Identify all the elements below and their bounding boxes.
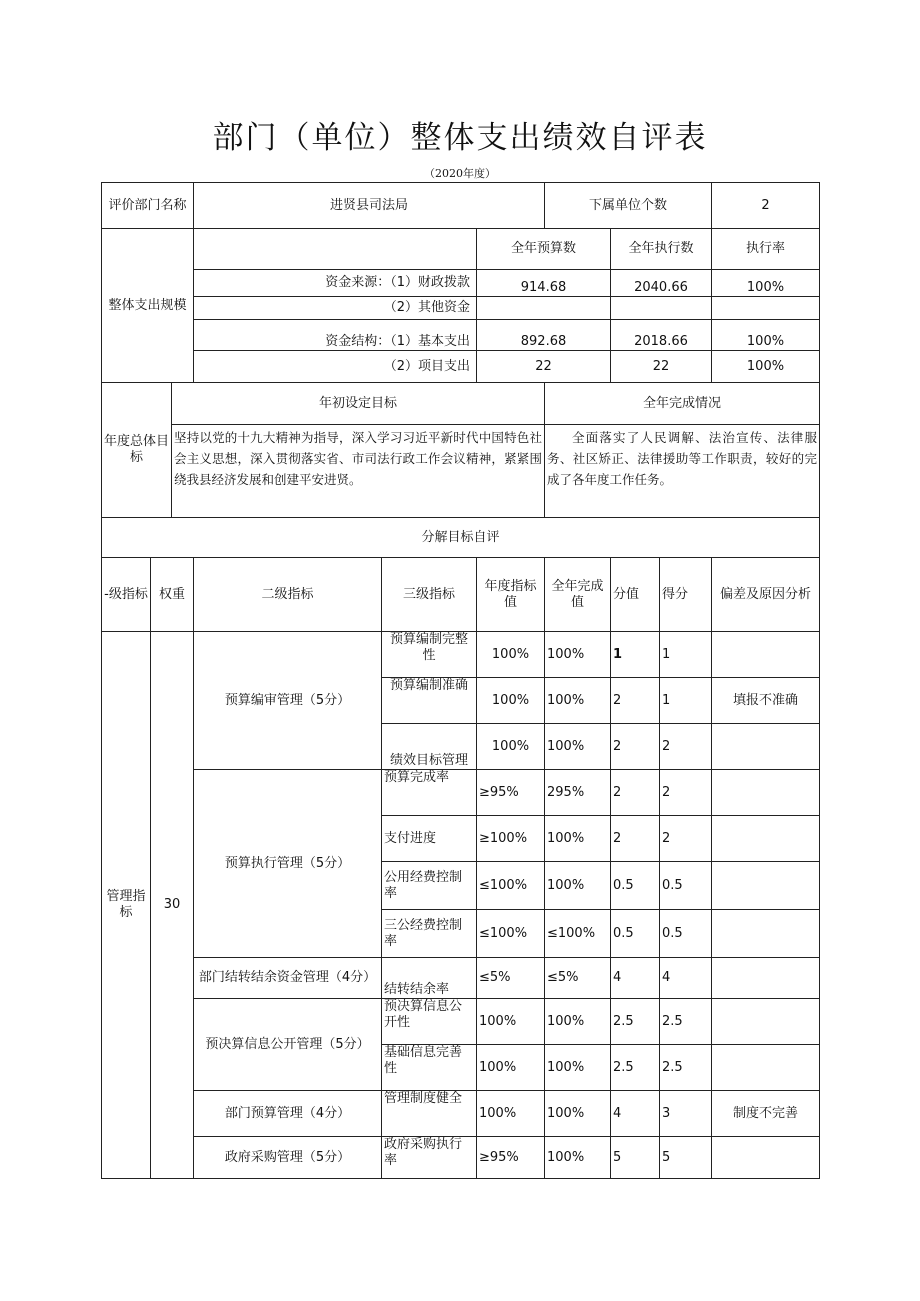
header-actual: 全年完成值 [545,558,611,632]
level1-name: 管理指标 [102,632,151,1179]
header-level3: 三级指标 [382,558,477,632]
annual-value: ≤5% [477,958,545,999]
scale-header-executed: 全年执行数 [611,229,712,270]
annual-value: ≤100% [477,910,545,958]
actual-value: 100% [545,724,611,770]
score-value: 5 [611,1137,660,1179]
evaluation-table [101,182,820,1179]
header-weight: 权重 [151,558,194,632]
level3-name: 支付进度 [382,816,477,862]
actual-value: 100% [545,1137,611,1179]
actual-value: 100% [545,816,611,862]
header-level2: 二级指标 [194,558,382,632]
level3-name: 基础信息完善性 [382,1045,477,1091]
goals-set-text: 坚持以党的十九大精神为指导，深入学习习近平新时代中国特色社会主义思想，深入贯彻落实省、市司法行政工作会议精神，紧紧围绕我县经济发展和创建平安进贤。 [172,425,545,518]
scale-row-budget: 892.68 [477,320,611,351]
deviation-note [712,816,820,862]
actual-value: 100% [545,678,611,724]
annual-value: 100% [477,724,545,770]
scale-row-executed: 22 [611,351,712,383]
scale-row-executed: 2018.66 [611,320,712,351]
dept-name-label: 评价部门名称 [102,183,194,229]
score-value: 2.5 [611,999,660,1045]
annual-value: ≥100% [477,816,545,862]
header-level1: -级指标 [102,558,151,632]
annual-value: ≥95% [477,770,545,816]
score: 1 [660,678,712,724]
deviation-note: 填报不准确 [712,678,820,724]
scale-row-budget: 22 [477,351,611,383]
level3-name: 三公经费控制率 [382,910,477,958]
level2-name: 预决算信息公开管理（5分） [194,999,382,1091]
scale-row-label: 资金来源：（1）财政拨款 [194,270,477,297]
score: 5 [660,1137,712,1179]
score-value: 0.5 [611,910,660,958]
actual-value: 100% [545,632,611,678]
annual-value: ≤100% [477,862,545,910]
deviation-note [712,1137,820,1179]
level2-name: 预算执行管理（5分） [194,770,382,958]
goals-done-text: 全面落实了人民调解、法治宣传、法律服务、社区矫正、法律援助等工作职责，较好的完成了各年度工作任务。 [545,425,820,518]
scale-row-label: （2）其他资金 [194,297,477,320]
score-value: 2 [611,724,660,770]
scale-row-executed: 2040.66 [611,270,712,297]
score-value: 2.5 [611,1045,660,1091]
level3-name: 管理制度健全 [382,1091,477,1137]
score: 2.5 [660,999,712,1045]
scale-label: 整体支出规模 [102,229,194,383]
annual-value: ≥95% [477,1137,545,1179]
score: 1 [660,632,712,678]
actual-value: 100% [545,1091,611,1137]
deviation-note [712,958,820,999]
score: 2.5 [660,1045,712,1091]
actual-value: ≤5% [545,958,611,999]
level2-name: 预算编审管理（5分） [194,632,382,770]
deviation-note [712,862,820,910]
header-annual: 年度指标值 [477,558,545,632]
score-value: 4 [611,958,660,999]
scale-header-budget: 全年预算数 [477,229,611,270]
scale-row-rate [712,297,820,320]
scale-row-budget: 914.68 [477,270,611,297]
level3-name: 政府采购执行率 [382,1137,477,1179]
weight-value: 30 [151,632,194,1179]
goals-done-header: 全年完成情况 [545,383,820,425]
breakdown-title: 分解目标自评 [102,518,820,558]
actual-value: 100% [545,862,611,910]
page-title: 部门（单位）整体支出绩效自评表 [212,120,708,156]
actual-value: 100% [545,999,611,1045]
level3-name: 结转结余率 [382,958,477,999]
scale-row-rate: 100% [712,320,820,351]
level3-name: 预算完成率 [382,770,477,816]
level2-name: 部门结转结余资金管理（4分） [194,958,382,999]
score-value: 0.5 [611,862,660,910]
score-value: 2 [611,816,660,862]
score: 4 [660,958,712,999]
deviation-note [712,632,820,678]
level3-name: 绩效目标管理 [382,724,477,770]
goals-label: 年度总体目标 [102,383,172,518]
score: 2 [660,724,712,770]
actual-value: ≤100% [545,910,611,958]
scale-row-label: （2）项目支出 [194,351,477,383]
score-value: 4 [611,1091,660,1137]
year-label: （2020年度） [424,167,496,180]
level2-name: 政府采购管理（5分） [194,1137,382,1179]
header-deviation: 偏差及原因分析 [712,558,820,632]
deviation-note [712,1045,820,1091]
level3-name: 公用经费控制率 [382,862,477,910]
level2-name: 部门预算管理（4分） [194,1091,382,1137]
dept-name-value: 进贤县司法局 [194,183,545,229]
score-value: 2 [611,770,660,816]
annual-value: 100% [477,632,545,678]
annual-value: 100% [477,999,545,1045]
annual-value: 100% [477,1091,545,1137]
score: 2 [660,770,712,816]
score-value: 2 [611,678,660,724]
level3-name: 预算编制准确 [382,678,477,724]
level3-name: 预决算信息公开性 [382,999,477,1045]
scale-row-rate: 100% [712,270,820,297]
score-value: 1 [611,632,660,678]
goals-set-header: 年初设定目标 [172,383,545,425]
annual-value: 100% [477,1045,545,1091]
level3-name: 预算编制完整性 [382,632,477,678]
deviation-note [712,910,820,958]
scale-header-rate: 执行率 [712,229,820,270]
actual-value: 295% [545,770,611,816]
scale-row-budget [477,297,611,320]
annual-value: 100% [477,678,545,724]
score: 0.5 [660,862,712,910]
scale-row-label: 资金结构：（1）基本支出 [194,320,477,351]
sub-unit-value: 2 [712,183,820,229]
sub-unit-label: 下属单位个数 [545,183,712,229]
deviation-note [712,724,820,770]
actual-value: 100% [545,1045,611,1091]
scale-header-blank [194,229,477,270]
score: 2 [660,816,712,862]
scale-row-rate: 100% [712,351,820,383]
header-score: 得分 [660,558,712,632]
score: 3 [660,1091,712,1137]
score: 0.5 [660,910,712,958]
deviation-note [712,770,820,816]
deviation-note [712,999,820,1045]
deviation-note: 制度不完善 [712,1091,820,1137]
header-score-value: 分值 [611,558,660,632]
scale-row-executed [611,297,712,320]
